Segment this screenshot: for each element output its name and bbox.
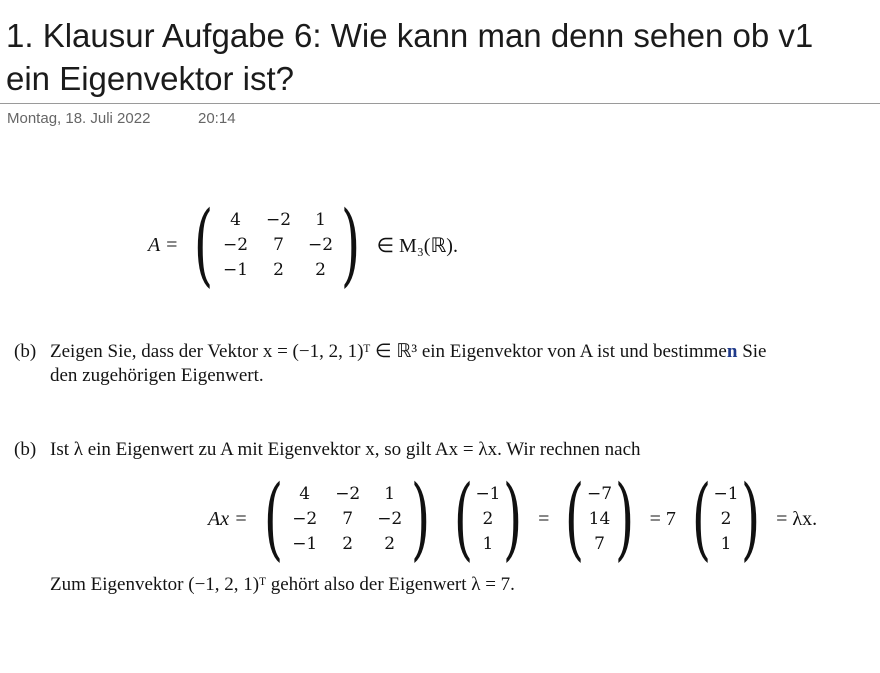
task-cursor-char: n [726,341,738,362]
equation-lhs: Ax = [208,507,248,530]
left-paren: ( [453,466,474,571]
solution-equation [208,466,818,571]
left-paren: ( [565,466,585,571]
vector-cell: 7 [594,534,605,554]
solution-text: Ist λ ein Eigenwert zu A mit Eigenvektor x, so gilt Ax = λx. Wir rechnen nach [50,439,641,460]
matrix-cell: −2 [222,235,249,255]
right-paren: ) [341,192,361,297]
page-date: Montag, 18. Juli 2022 [7,110,151,127]
matrix-cell: 1 [384,484,396,504]
title-divider [0,103,880,104]
equals-lambda-x: = λx. [776,507,818,530]
matrix-cell: −2 [265,210,292,230]
task-label: (b) [14,341,37,362]
vector-x-2 [711,482,741,557]
matrix-rhs: ∈ M₃(ℝ). [376,234,458,257]
task-line-1-end: Sie [737,341,767,362]
vector-cell: −7 [586,484,613,504]
matrix-cell: −1 [222,260,249,280]
matrix-cell: 2 [273,260,284,280]
vector-cell: −1 [713,484,739,504]
matrix-cell: −2 [377,509,403,529]
matrix-cell: 2 [384,534,396,554]
vector-cell: 2 [720,509,732,529]
matrix-cell: 7 [342,509,354,529]
vector-x [473,482,503,557]
matrix-A-solution [283,482,411,557]
matrix-cell: 1 [315,210,326,230]
matrix-cell: −2 [292,509,318,529]
matrix-cell: −1 [292,534,318,554]
vector-result [585,482,615,557]
solution-paragraph [14,438,864,462]
vector-cell: 2 [482,509,494,529]
matrix-cell: 2 [315,260,326,280]
vector-cell: −1 [475,484,501,504]
conclusion: Zum Eigenvektor (−1, 2, 1)ᵀ gehört also der Eigenwert λ = 7. [50,574,515,595]
equals-seven: = 7 [649,507,676,530]
matrix-cell: −2 [335,484,361,504]
solution-label: (b) [14,439,37,460]
matrix-cell: 4 [299,484,311,504]
vector-cell: 14 [588,509,611,529]
vector-cell: 1 [720,534,732,554]
left-paren: ( [691,466,712,571]
left-paren: ( [194,192,214,297]
matrix-cell: 2 [342,534,354,554]
task-line-2: den zugehörigen Eigenwert. [50,365,264,386]
matrix-definition [148,192,458,297]
equals-sign: = [538,507,550,530]
page-title: 1. Klausur Aufgabe 6: Wie kann man denn sehen ob v1 ein Eigenvektor ist? [6,17,814,97]
left-paren: ( [263,466,283,571]
task-line-1: Zeigen Sie, dass der Vektor x = (−1, 2, 1)ᵀ ∈ ℝ³ ein Eigenvektor von A ist und bestimme [50,341,727,362]
matrix-cell: 4 [230,210,241,230]
page-time: 20:14 [198,110,236,127]
vector-cell: 1 [482,534,494,554]
matrix-cell: 7 [273,235,284,255]
right-paren: ) [502,466,523,571]
right-paren: ) [740,466,761,571]
right-paren: ) [410,466,430,571]
matrix-lhs: A = [148,233,179,256]
matrix-cell: −2 [307,235,334,255]
right-paren: ) [614,466,634,571]
task-paragraph [14,340,864,388]
matrix-A [213,208,341,283]
